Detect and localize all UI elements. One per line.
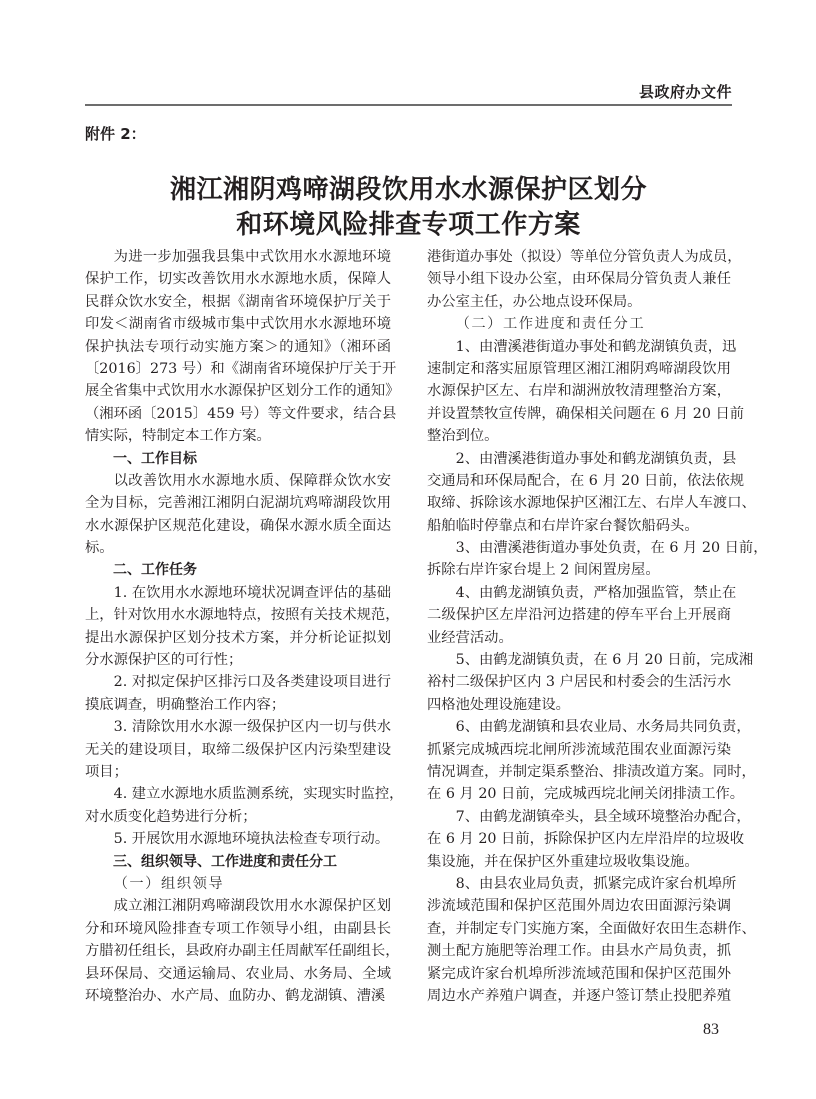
text-line: 3、由漕溪港街道办事处负责，在 6 月 20 日前， xyxy=(455,540,768,557)
text-line: 3. 清除饮用水水源一级保护区内一切与供水 xyxy=(113,719,391,736)
text-line: 查，并制定专门实施方案，全面做好农田生态耕作、 xyxy=(427,920,756,937)
subsection-heading xyxy=(85,873,391,895)
paragraph xyxy=(427,448,756,538)
text-line: 摸底调查，明确整治工作内容； xyxy=(85,696,286,713)
text-line: 二、工作任务 xyxy=(113,562,197,579)
text-line: 2、由漕溪港街道办事处和鹤龙湖镇负责，县 xyxy=(455,450,737,467)
document-title-line-1: 湘江湘阴鸡啼湖段饮用水水源保护区划分 xyxy=(169,175,647,205)
text-line: 项目； xyxy=(85,763,128,780)
text-line: 保护执法专项行动实施方案＞的通知》（湘环函 xyxy=(85,338,391,355)
text-line: 1、由漕溪港街道办事处和鹤龙湖镇负责，迅 xyxy=(455,338,737,355)
text-line: 港街道办事处（拟设）等单位分管负责人为成员， xyxy=(427,249,742,265)
paragraph xyxy=(427,537,768,582)
text-line: 1. 在饮用水水源地环境状况调查评估的基础 xyxy=(113,584,391,601)
text-line: 紧完成许家台机埠所涉流域范围和保护区范围外 xyxy=(427,965,731,982)
text-line: 情况调查，并制定渠系整治、排渍改道方案。同时， xyxy=(427,763,756,780)
text-line: 提出水源保护区划分技术方案，并分析论证拟划 xyxy=(85,629,391,646)
text-line: （一）组织领导 xyxy=(113,875,225,892)
text-line: 集设施，并在保护区外重建垃圾收集设施。 xyxy=(427,853,699,870)
text-line: 5、由鹤龙湖镇负责，在 6 月 20 日前，完成湘 xyxy=(455,652,754,669)
text-line: 测土配方施肥等治理工作。由县水产局负责，抓 xyxy=(427,943,731,960)
text-line: 二级保护区左岸沿河边搭建的停车平台上开展商 xyxy=(427,607,731,624)
left-column xyxy=(85,246,404,1007)
paragraph xyxy=(427,582,737,649)
text-line: 取缔、拆除该水源地保护区湘江左、右岸人车渡口、 xyxy=(427,495,756,512)
text-line: 以改善饮用水水源地水质、保障群众饮水安 xyxy=(113,472,391,489)
text-line: 三、组织领导、工作进度和责任分工 xyxy=(113,853,337,870)
text-line: 在 6 月 20 日前，拆除保护区内左岸沿岸的垃圾收 xyxy=(427,831,745,848)
text-line: 全为目标，完善湘江湘阴白泥湖坑鸡啼湖段饮用 xyxy=(85,495,391,512)
text-line: 印发＜湖南省市级城市集中式饮用水水源地环境 xyxy=(85,316,391,333)
paragraph xyxy=(427,649,754,716)
right-column xyxy=(427,246,768,1007)
text-line: 6、由鹤龙湖镇和县农业局、水务局共同负责， xyxy=(455,719,751,736)
text-line: 5. 开展饮用水源地环境执法检查专项行动。 xyxy=(113,831,390,848)
text-line: 保护工作，切实改善饮用水水源地水质，保障人 xyxy=(85,271,391,288)
text-line: 无关的建设项目，取缔二级保护区内污染型建设 xyxy=(85,741,391,758)
subsection-heading xyxy=(427,313,731,335)
text-line: 县环保局、交通运输局、农业局、水务局、全域 xyxy=(85,965,391,982)
text-line: 分和环境风险排查专项工作领导小组，由副县长 xyxy=(85,920,391,937)
text-line: 领导小组下设办公室，由环保局分管负责人兼任 xyxy=(427,271,731,288)
text-line: （湘环函〔2015〕459 号）等文件要求，结合县 xyxy=(85,405,397,422)
text-line: 办公室主任，办公地点设环保局。 xyxy=(427,293,642,310)
paragraph xyxy=(85,828,391,850)
text-line: 四格池处理设施建设。 xyxy=(427,696,570,713)
text-line: 裕村二级保护区内 3 户居民和村委会的生活污水 xyxy=(427,674,732,691)
text-line: 一、工作目标 xyxy=(113,450,197,467)
text-line: 周边水产养殖户调查，并逐户签订禁止投肥养殖 xyxy=(427,987,731,1004)
paragraph xyxy=(427,716,756,806)
text-line: 对水质变化趋势进行分析； xyxy=(85,808,257,825)
header-rule xyxy=(85,104,732,106)
paragraph xyxy=(85,716,391,783)
text-line: 为进一步加强我县集中式饮用水水源地环境 xyxy=(113,249,391,265)
text-line: 8、由县农业局负责，抓紧完成许家台机埠所 xyxy=(455,875,737,892)
text-line: 7、由鹤龙湖镇牵头，县全域环境整治办配合， xyxy=(455,808,751,825)
text-line: 情实际，特制定本工作方案。 xyxy=(85,428,271,445)
text-line: 2. 对拟定保护区排污口及各类建设项目进行 xyxy=(113,674,391,691)
text-line: 〔2016〕273 号）和《湖南省环境保护厅关于开 xyxy=(85,360,397,377)
paragraph xyxy=(85,582,400,672)
paragraph xyxy=(85,783,404,828)
text-line: 速制定和落实屈原管理区湘江湘阴鸡啼湖段饮用 xyxy=(427,360,731,377)
paragraph xyxy=(85,895,400,1007)
text-line: 拆除右岸许家台堤上 2 间闲置房屋。 xyxy=(427,562,660,579)
paragraph xyxy=(427,873,756,1007)
text-line: 水源保护区左、右岸和湖洲放牧清理整治方案， xyxy=(427,383,731,400)
text-line: 抓紧完成城西垸北闸所涉流域范围农业面源污染 xyxy=(427,741,731,758)
text-line: 展全省集中式饮用水水源保护区划分工作的通知》 xyxy=(85,383,400,400)
running-header: 县政府办文件 xyxy=(638,83,732,101)
paragraph xyxy=(427,806,751,873)
paragraph xyxy=(427,336,745,448)
text-line: 民群众饮水安全，根据《湖南省环境保护厅关于 xyxy=(85,293,391,310)
text-line: 并设置禁牧宣传牌，确保相关问题在 6 月 20 日前 xyxy=(427,405,745,422)
text-line: （二）工作进度和责任分工 xyxy=(455,316,646,333)
section-heading xyxy=(85,559,391,581)
text-line: 标。 xyxy=(85,540,114,557)
text-line: 4. 建立水源地水质监测系统，实现实时监控， xyxy=(113,786,404,803)
text-line: 业经营活动。 xyxy=(427,629,513,646)
paragraph-continued xyxy=(427,246,742,313)
text-line: 水水源保护区规范化建设，确保水源水质全面达 xyxy=(85,517,391,534)
text-line: 交通局和环保局配合，在 6 月 20 日前，依法依规 xyxy=(427,472,745,489)
text-line: 整治到位。 xyxy=(427,428,499,445)
text-line: 在 6 月 20 日前，完成城西垸北闸关闭排渍工作。 xyxy=(427,786,745,803)
text-line: 成立湘江湘阴鸡啼湖段饮用水水源保护区划 xyxy=(113,898,391,915)
page-number: 83 xyxy=(703,1021,719,1038)
document-title-line-2: 和环境风险排查专项工作方案 xyxy=(236,210,581,240)
attachment-label: 附件 2： xyxy=(85,125,146,143)
section-heading xyxy=(85,851,391,873)
paragraph xyxy=(85,246,400,448)
text-line: 方腊初任组长，县政府办副主任周献军任副组长， xyxy=(85,943,400,960)
paragraph xyxy=(85,470,391,560)
text-line: 环境整治办、水产局、血防办、鹤龙湖镇、漕溪 xyxy=(85,987,386,1004)
paragraph xyxy=(85,671,391,716)
text-line: 上，针对饮用水水源地特点，按照有关技术规范， xyxy=(85,607,400,624)
text-line: 船舶临时停靠点和右岸许家台餐饮船码头。 xyxy=(427,517,699,534)
text-line: 4、由鹤龙湖镇负责，严格加强监管，禁止在 xyxy=(455,584,737,601)
text-line: 分水源保护区的可行性； xyxy=(85,652,243,669)
section-heading xyxy=(85,448,391,470)
text-line: 涉流域范围和保护区范围外周边农田面源污染调 xyxy=(427,898,731,915)
